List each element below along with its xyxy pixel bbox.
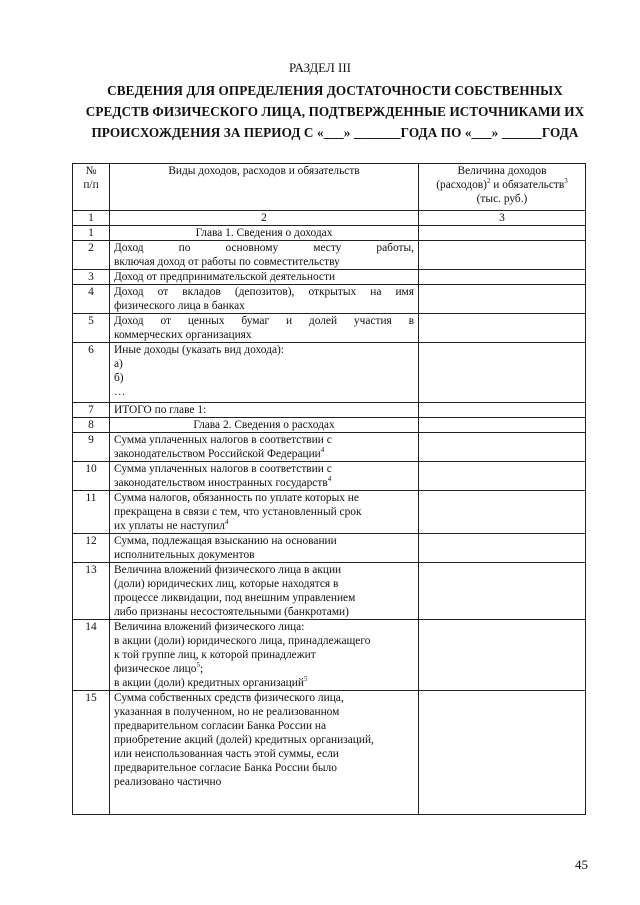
- header-number-label: п/п: [83, 179, 99, 191]
- row-description: [110, 691, 419, 815]
- value-cell[interactable]: [419, 418, 586, 433]
- row-text-line: указанная в полученном, но не реализованном: [114, 706, 340, 718]
- row-text-line: [114, 476, 414, 490]
- table-row: [73, 462, 586, 491]
- column-number-row: [73, 211, 586, 226]
- row-text-line: процессе ликвидации, под внешним управлением: [114, 592, 356, 604]
- footnote-ref-4: 4: [224, 518, 229, 527]
- row-description: [110, 241, 419, 270]
- row-number: 5: [73, 314, 110, 343]
- table-row: [73, 418, 586, 433]
- heading-line-1: СВЕДЕНИЯ ДЛЯ ОПРЕДЕЛЕНИЯ ДОСТАТОЧНОСТИ СОБСТВЕННЫХ: [107, 83, 563, 98]
- row-description: [110, 534, 419, 563]
- table-row: [73, 241, 586, 270]
- row-text-line: Иные доходы (указать вид дохода):: [114, 344, 284, 356]
- row-text-line: [114, 447, 414, 461]
- column-number-2: 2: [110, 211, 419, 226]
- row-text-line: Доход от вкладов (депозитов), открытых на имя: [114, 286, 414, 298]
- footnote-ref-5: 5: [196, 661, 200, 670]
- table-row: [73, 285, 586, 314]
- value-cell[interactable]: [419, 241, 586, 270]
- table-row: [73, 534, 586, 563]
- value-cell[interactable]: [419, 491, 586, 534]
- header-value-line-1: Величина доходов: [457, 165, 547, 177]
- header-value-obligations: и обязательств: [490, 179, 565, 191]
- table-row: [73, 433, 586, 462]
- row-number: 11: [73, 491, 110, 534]
- header-value-cell: [419, 164, 586, 211]
- table-row: [73, 691, 586, 815]
- row-description: [110, 462, 419, 491]
- row-number: 15: [73, 691, 110, 815]
- row-number: 13: [73, 563, 110, 620]
- value-cell[interactable]: [419, 285, 586, 314]
- chapter-1-total: ИТОГО по главе 1:: [110, 403, 419, 418]
- table-row: [73, 270, 586, 285]
- footnote-ref-4: 4: [327, 475, 332, 484]
- row-text-line: Доход от ценных бумаг и долей участия в: [114, 315, 414, 327]
- row-text-line: Величина вложений физического лица:: [114, 621, 305, 633]
- row-text-line: Сумма уплаченных налогов в соответствии с: [114, 463, 332, 475]
- row-text-line: в акции (доли) юридического лица, принадлежащего: [114, 635, 371, 647]
- value-cell[interactable]: [419, 563, 586, 620]
- row-description: [110, 491, 419, 534]
- row-text-line: Сумма уплаченных налогов в соответствии с: [114, 434, 332, 446]
- table-row: [73, 563, 586, 620]
- page-number: 45: [575, 857, 588, 872]
- value-cell[interactable]: [419, 270, 586, 285]
- row-text-line: [114, 676, 414, 690]
- row-text-line: включая доход от работы по совместительству: [114, 256, 340, 268]
- row-number: 6: [73, 343, 110, 403]
- row-text-line: Сумма, подлежащая взысканию на основании: [114, 535, 337, 547]
- row-text-line: прекращена в связи с тем, что установленный срок: [114, 506, 362, 518]
- row-text-line: [114, 662, 414, 676]
- table-header-row: [73, 164, 586, 211]
- document-heading: [70, 80, 600, 143]
- section-label: РАЗДЕЛ III: [288, 60, 352, 75]
- row-number: 9: [73, 433, 110, 462]
- header-description-label: Виды доходов, расходов и обязательств: [168, 165, 360, 177]
- value-cell[interactable]: [419, 403, 586, 418]
- header-value-units: (тыс. руб.): [476, 193, 528, 205]
- row-number: 4: [73, 285, 110, 314]
- row-text-line: исполнительных документов: [114, 549, 255, 561]
- row-text-line: физического лица в банках: [114, 300, 245, 312]
- row-text-line: Величина вложений физического лица в акции: [114, 564, 342, 576]
- column-number-1: 1: [73, 211, 110, 226]
- row-description: Доход от предпринимательской деятельности: [110, 270, 419, 285]
- row-description: [110, 285, 419, 314]
- row-text-line: к той группе лиц, к которой принадлежит: [114, 649, 316, 661]
- footnote-ref-5: 5: [303, 675, 308, 684]
- table-row: [73, 491, 586, 534]
- row-number: 8: [73, 418, 110, 433]
- table-row: [73, 403, 586, 418]
- value-cell[interactable]: [419, 691, 586, 815]
- row-description: [110, 563, 419, 620]
- footnote-ref-4: 4: [320, 446, 325, 455]
- row-number: 10: [73, 462, 110, 491]
- row-text-line: предварительное согласие Банка России было: [114, 762, 337, 774]
- row-number: 12: [73, 534, 110, 563]
- chapter-1-title: Глава 1. Сведения о доходах: [110, 226, 419, 241]
- value-cell[interactable]: [419, 620, 586, 691]
- heading-line-2: СРЕДСТВ ФИЗИЧЕСКОГО ЛИЦА, ПОДТВЕРЖДЕННЫЕ ИСТОЧНИКАМИ ИХ: [85, 104, 585, 119]
- row-number: 3: [73, 270, 110, 285]
- row-text: законодательством Российской Федерации: [114, 448, 321, 460]
- row-text-line: реализовано частично: [114, 776, 222, 788]
- value-cell[interactable]: [419, 433, 586, 462]
- header-value-expenses: (расходов): [436, 179, 487, 191]
- footnote-ref-3: 3: [564, 177, 568, 186]
- row-number: 2: [73, 241, 110, 270]
- row-text-punctuation: ;: [199, 663, 204, 675]
- row-text-line: Доход по основному месту работы,: [114, 242, 414, 254]
- column-number-3: 3: [419, 211, 586, 226]
- row-description: [110, 433, 419, 462]
- row-description: [110, 314, 419, 343]
- row-description: [110, 343, 419, 403]
- row-text: физическое лицо: [114, 663, 197, 675]
- row-text-line: Сумма собственных средств физического лица,: [114, 692, 344, 704]
- heading-line-3: ПРОИСХОЖДЕНИЯ ЗА ПЕРИОД С «___» _______ГОДА ПО «___» ______ГОДА: [91, 125, 579, 140]
- value-cell[interactable]: [419, 226, 586, 241]
- data-table: [72, 163, 586, 815]
- row-text-line: …: [114, 386, 126, 398]
- table-row: [73, 620, 586, 691]
- value-cell[interactable]: [419, 343, 586, 403]
- row-text-line: приобретение акций (долей) кредитных организаций,: [114, 734, 374, 746]
- row-text-line: [114, 519, 414, 533]
- table-row: [73, 314, 586, 343]
- value-cell[interactable]: [419, 462, 586, 491]
- row-text-line: предварительном согласии Банка России на: [114, 720, 327, 732]
- table-row: [73, 343, 586, 403]
- table-row: [73, 226, 586, 241]
- row-number: 7: [73, 403, 110, 418]
- row-number: 14: [73, 620, 110, 691]
- row-text-line: Сумма налогов, обязанность по уплате которых не: [114, 492, 359, 504]
- header-value-line-2: [423, 178, 581, 192]
- row-text: их уплаты не наступил: [114, 520, 225, 532]
- row-description: [110, 620, 419, 691]
- header-number-symbol: №: [85, 165, 97, 177]
- row-text-line: (доли) юридических лиц, которые находятся в: [114, 578, 339, 590]
- footnote-ref-2: 2: [486, 177, 491, 186]
- row-text: законодательством иностранных государств: [114, 477, 328, 489]
- header-number-cell: [73, 164, 110, 211]
- row-text-line: коммерческих организациях: [114, 329, 252, 341]
- row-text-line: б): [114, 372, 124, 384]
- row-text-line: или неиспользованная часть этой суммы, если: [114, 748, 339, 760]
- header-description-cell: [110, 164, 419, 211]
- row-number: 1: [73, 226, 110, 241]
- chapter-2-title: Глава 2. Сведения о расходах: [110, 418, 419, 433]
- row-text-line: либо признаны несостоятельными (банкротами): [114, 606, 349, 618]
- row-text: в акции (доли) кредитных организаций: [114, 677, 304, 689]
- row-text-line: а): [114, 358, 123, 370]
- value-cell[interactable]: [419, 314, 586, 343]
- value-cell[interactable]: [419, 534, 586, 563]
